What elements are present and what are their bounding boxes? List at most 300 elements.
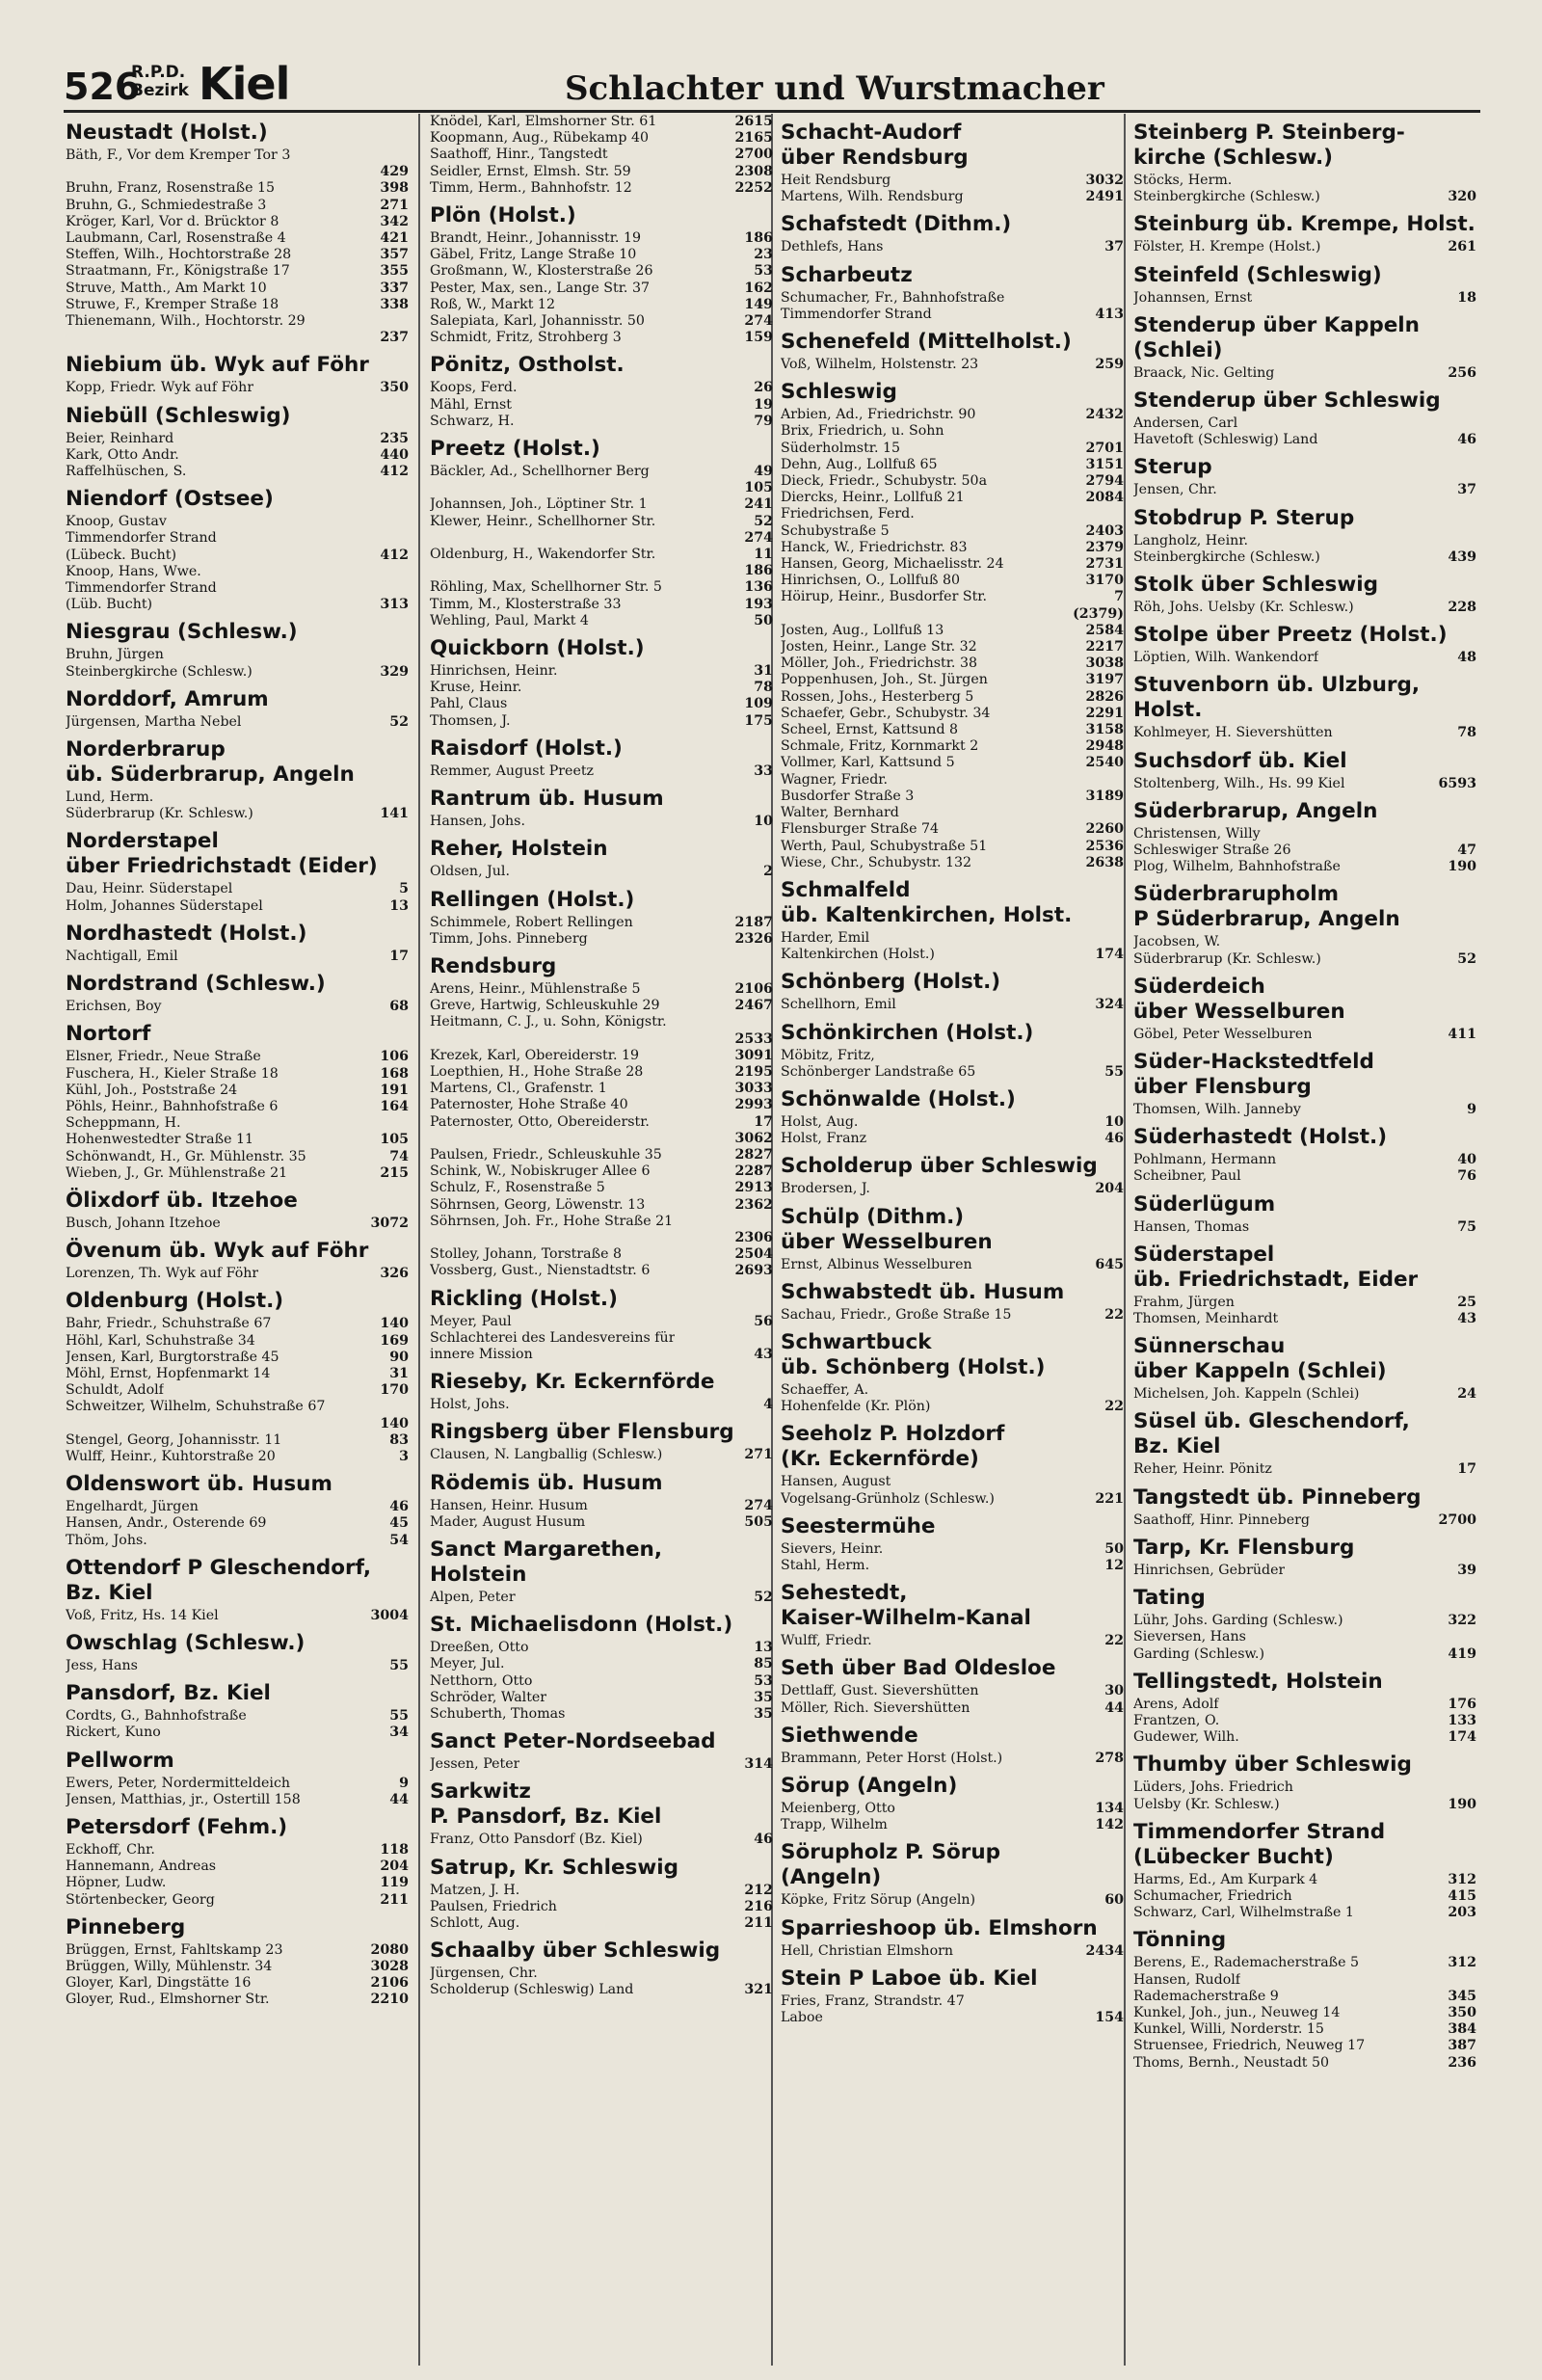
phone-number: 4 xyxy=(763,1397,773,1413)
listing-entry xyxy=(430,1064,773,1081)
listing-name: Scholderup (Schleswig) Land xyxy=(430,1982,634,1998)
listing-name: Paulsen, Friedrich xyxy=(430,1898,557,1914)
listing-name: innere Mission xyxy=(430,1346,533,1362)
phone-number: 278 xyxy=(1095,1750,1124,1766)
listing-name: Göbel, Peter Wesselburen xyxy=(1133,1026,1313,1042)
listing-entry xyxy=(66,1449,409,1465)
place-heading: Norddorf, Amrum xyxy=(66,686,269,711)
phone-number: 56 xyxy=(754,1313,773,1329)
listing-name: Frahm, Jürgen xyxy=(1133,1294,1235,1310)
listing-entry xyxy=(1133,951,1476,968)
listing-entry xyxy=(781,2010,1124,2026)
listing-entry xyxy=(66,1366,409,1382)
listing-entry xyxy=(66,230,409,247)
listing-name: Arens, Heinr., Mühlenstraße 5 xyxy=(430,980,641,997)
listing-entry xyxy=(1133,1563,1476,1579)
place-heading: Tarp, Kr. Flensburg xyxy=(1133,1535,1355,1560)
phone-number: 259 xyxy=(1095,357,1124,373)
listing-entry xyxy=(66,447,409,464)
listing-name: Holst, Johs. xyxy=(430,1397,510,1413)
listing-entry xyxy=(430,247,773,263)
phone-number: 53 xyxy=(754,263,773,280)
listing-name: Schmidt, Fritz, Strohberg 3 xyxy=(430,330,622,346)
listing-entry xyxy=(1133,1613,1476,1629)
place-heading: Niendorf (Ostsee) xyxy=(66,487,274,512)
phone-number: 9 xyxy=(399,1775,409,1791)
listing-entry xyxy=(430,164,773,180)
listing-entry xyxy=(781,1181,1124,1197)
phone-number: 2080 xyxy=(370,1941,409,1958)
place-heading: Rieseby, Kr. Eckernförde xyxy=(430,1370,715,1395)
listing-entry xyxy=(1133,2021,1476,2038)
listing-entry xyxy=(66,1066,409,1083)
place-heading: Rendsburg xyxy=(430,953,557,978)
phone-number: 312 xyxy=(1448,1955,1476,1971)
place-heading: Raisdorf (Holst.) xyxy=(430,735,623,761)
listing-entry xyxy=(66,1350,409,1366)
phone-number: 3028 xyxy=(370,1959,409,1974)
listing-entry xyxy=(781,490,1124,506)
phone-number: 46 xyxy=(389,1499,409,1515)
phone-number: 274 xyxy=(744,1497,773,1513)
listing-name: Holst, Franz xyxy=(781,1131,867,1147)
listing-name: Schaefer, Gebr., Schubystr. 34 xyxy=(781,705,991,721)
listing-entry xyxy=(781,1751,1124,1767)
place-heading: Petersdorf (Fehm.) xyxy=(66,1814,288,1839)
phone-number: 44 xyxy=(389,1791,409,1807)
listing-name: Mähl, Ernst xyxy=(430,396,512,413)
listing-name: Knoop, Hans, Wwe. xyxy=(66,563,201,579)
listing-entry xyxy=(66,1316,409,1332)
listing-name: Andersen, Carl xyxy=(1133,415,1238,432)
listing-entry xyxy=(430,1756,773,1773)
listing-name: Koopmann, Aug., Rübekamp 40 xyxy=(430,130,650,147)
phone-number: 22 xyxy=(1104,1399,1124,1415)
place-heading: Rellingen (Holst.) xyxy=(430,887,635,912)
listing-name: Heitmann, C. J., u. Sohn, Königstr. xyxy=(430,1014,667,1030)
phone-number: 211 xyxy=(744,1915,773,1932)
place-heading: Pellworm xyxy=(66,1748,174,1773)
listing-entry xyxy=(1133,1697,1476,1713)
listing-entry xyxy=(430,1246,773,1263)
phone-number: 6593 xyxy=(1438,775,1476,791)
listing-name: Schröder, Walter xyxy=(430,1689,547,1705)
listing-name: Hinrichsen, Heinr. xyxy=(430,663,558,680)
place-heading: Stolpe über Preetz (Holst.) xyxy=(1133,623,1448,648)
listing-entry xyxy=(66,198,409,214)
listing-name: Netthorn, Otto xyxy=(430,1672,533,1689)
place-heading: Schönberg (Holst.) xyxy=(781,970,1001,995)
place-heading: Seeholz P. Holzdorf (Kr. Eckernförde) xyxy=(781,1422,1005,1472)
phone-number: 186 xyxy=(744,563,773,579)
listing-name: Friedrichsen, Ferd. xyxy=(781,506,915,522)
listing-name: Schlott, Aug. xyxy=(430,1915,520,1932)
listing-entry xyxy=(66,597,409,613)
listing-name: Kühl, Joh., Poststraße 24 xyxy=(66,1082,238,1098)
phone-number: 24 xyxy=(1457,1386,1476,1403)
listing-name: Vogelsang-Grünholz (Schlesw.) xyxy=(781,1490,995,1507)
listing-entry xyxy=(66,530,409,547)
phone-number: 2826 xyxy=(1085,688,1124,705)
phone-number: 33 xyxy=(754,762,773,779)
listing-entry xyxy=(1133,1027,1476,1043)
listing-name: Engelhardt, Jürgen xyxy=(66,1499,199,1515)
listing-name: Meyer, Paul xyxy=(430,1313,512,1329)
listing-entry xyxy=(430,313,773,330)
listing-name: Struve, Matth., Am Markt 10 xyxy=(66,280,267,296)
listing-name: Meyer, Jul. xyxy=(430,1656,505,1672)
phone-number: 2106 xyxy=(734,980,773,997)
listing-entry xyxy=(781,1892,1124,1909)
place-heading: Schacht-Audorf über Rendsburg xyxy=(781,120,969,170)
listing-entry xyxy=(66,898,409,915)
phone-number: 141 xyxy=(380,806,409,822)
phone-number: 175 xyxy=(744,712,773,729)
place-heading: Tellingstedt, Holstein xyxy=(1133,1669,1383,1694)
listing-name: Johannsen, Joh., Löptiner Str. 1 xyxy=(430,496,648,513)
listing-entry xyxy=(430,263,773,280)
phone-number: 50 xyxy=(1104,1540,1124,1557)
phone-number: 9 xyxy=(1467,1102,1476,1118)
listing-entry xyxy=(430,563,773,579)
page-header xyxy=(64,58,1480,113)
listing-entry xyxy=(430,147,773,163)
listing-entry xyxy=(1133,1461,1476,1478)
listing-name: (Lübeck. Bucht) xyxy=(66,547,177,563)
listing-name: Matzen, J. H. xyxy=(430,1882,520,1898)
listing-name: Lund, Herm. xyxy=(66,789,154,806)
bezirk-label: Bezirk xyxy=(131,81,189,100)
phone-number: (2379) xyxy=(1073,605,1124,622)
listing-name: Krezek, Karl, Obereiderstr. 19 xyxy=(430,1047,640,1063)
listing-name: Poppenhusen, Joh., St. Jürgen xyxy=(781,672,988,688)
listing-entry xyxy=(1133,1311,1476,1327)
listing-entry xyxy=(66,1165,409,1182)
phone-number: 49 xyxy=(754,464,773,480)
listing-name: Koops, Ferd. xyxy=(430,380,518,396)
phone-number: 45 xyxy=(389,1515,409,1532)
place-heading: Scholderup über Schleswig xyxy=(781,1154,1098,1179)
listing-name: Thoms, Bernh., Neustadt 50 xyxy=(1133,2054,1330,2071)
phone-number: 241 xyxy=(744,496,773,513)
place-heading: Süderhastedt (Holst.) xyxy=(1133,1125,1388,1150)
listing-name: Paternoster, Otto, Obereiderstr. xyxy=(430,1113,650,1130)
phone-number: 324 xyxy=(1095,997,1124,1013)
column-3 xyxy=(781,114,1124,2366)
listing-entry xyxy=(1133,1888,1476,1905)
listing-entry xyxy=(1133,1512,1476,1529)
listing-entry xyxy=(1133,1386,1476,1403)
listing-name: Wagner, Friedr. xyxy=(781,771,889,788)
phone-number: 109 xyxy=(744,696,773,712)
place-heading: Süderstapel üb. Friedrichstadt, Eider xyxy=(1133,1242,1419,1292)
listing-entry xyxy=(430,297,773,313)
phone-number: 313 xyxy=(380,597,409,613)
phone-number: 421 xyxy=(380,230,409,247)
listing-name: Busch, Johann Itzehoe xyxy=(66,1215,221,1231)
listing-entry xyxy=(66,313,409,330)
phone-number: 2731 xyxy=(1085,556,1124,573)
listing-name: Braack, Nic. Gelting xyxy=(1133,364,1275,381)
place-heading: Satrup, Kr. Schleswig xyxy=(430,1855,678,1880)
phone-number: 236 xyxy=(1448,2054,1476,2071)
listing-entry xyxy=(430,1230,773,1246)
listing-entry xyxy=(66,714,409,731)
listing-name: Cordts, G., Bahnhofstraße xyxy=(66,1708,247,1725)
listing-name: Jensen, Chr. xyxy=(1133,482,1217,498)
place-heading: Tönning xyxy=(1133,1928,1227,1953)
listing-name: Martens, Wilh. Rendsburg xyxy=(781,189,964,205)
listing-name: Dau, Heinr. Süderstapel xyxy=(66,881,233,897)
listing-name: Pester, Max, sen., Lange Str. 37 xyxy=(430,280,650,296)
phone-number: 350 xyxy=(380,380,409,396)
place-heading: Nortorf xyxy=(66,1022,151,1047)
phone-number: 52 xyxy=(1457,950,1476,967)
listing-name: Brüggen, Willy, Mühlenstr. 34 xyxy=(66,1959,273,1974)
phone-number: 2260 xyxy=(1085,821,1124,838)
place-heading: Schenefeld (Mittelholst.) xyxy=(781,330,1072,355)
phone-number: 204 xyxy=(1095,1181,1124,1197)
rpd-label: R.P.D. xyxy=(131,63,186,82)
phone-number: 505 xyxy=(744,1513,773,1530)
phone-number: 2948 xyxy=(1085,738,1124,755)
phone-number: 645 xyxy=(1095,1256,1124,1272)
listing-name: Thomsen, J. xyxy=(430,712,511,729)
listing-name: Nachtigall, Emil xyxy=(66,948,178,964)
listing-name: Bruhn, G., Schmiedestraße 3 xyxy=(66,197,267,213)
phone-number: 2693 xyxy=(734,1263,773,1279)
listing-name: Möbitz, Fritz, xyxy=(781,1047,875,1063)
listing-entry xyxy=(781,855,1124,871)
listing-entry xyxy=(430,1180,773,1196)
phone-number: 78 xyxy=(754,680,773,696)
listing-name: Loepthien, H., Hohe Straße 28 xyxy=(430,1063,644,1080)
listing-name: Süderholmstr. 15 xyxy=(781,440,901,456)
listing-name: Schuberth, Thomas xyxy=(430,1706,566,1722)
listing-name: Holst, Aug. xyxy=(781,1113,859,1130)
place-heading: Quickborn (Holst.) xyxy=(430,636,645,661)
place-heading: Pönitz, Ostholst. xyxy=(430,353,625,378)
listing-entry xyxy=(781,506,1124,522)
listing-entry xyxy=(430,1081,773,1097)
listing-entry xyxy=(66,281,409,297)
listing-name: Brüggen, Ernst, Fahltskamp 23 xyxy=(66,1941,283,1958)
listing-entry xyxy=(66,789,409,806)
place-heading: Stuvenborn üb. Ulzburg, Holst. xyxy=(1133,673,1421,723)
listing-entry xyxy=(1133,173,1476,189)
listing-entry xyxy=(1133,1905,1476,1921)
listing-entry xyxy=(1133,826,1476,842)
listing-name: Sievers, Heinr. xyxy=(781,1540,884,1557)
place-heading: Thumby über Schleswig xyxy=(1133,1752,1412,1778)
listing-name: Kröger, Karl, Vor d. Brücktor 8 xyxy=(66,213,279,229)
phone-number: 2794 xyxy=(1085,473,1124,490)
phone-number: 169 xyxy=(380,1332,409,1349)
listing-entry xyxy=(66,999,409,1015)
listing-entry xyxy=(781,606,1124,623)
phone-number: 2187 xyxy=(734,914,773,930)
phone-number: 23 xyxy=(754,247,773,263)
phone-number: 17 xyxy=(1457,1461,1476,1478)
listing-name: Reher, Heinr. Pönitz xyxy=(1133,1461,1272,1478)
listing-entry xyxy=(430,1673,773,1690)
place-heading: Sterup xyxy=(1133,455,1212,480)
listing-name: Süderbrarup (Kr. Schlesw.) xyxy=(66,806,253,822)
phone-number: 52 xyxy=(754,1589,773,1605)
phone-number: 2913 xyxy=(734,1180,773,1196)
place-heading: Ölixdorf üb. Itzehoe xyxy=(66,1188,298,1213)
listing-name: Thomsen, Meinhardt xyxy=(1133,1311,1279,1327)
listing-name: Johannsen, Ernst xyxy=(1133,289,1253,306)
place-heading: Stobdrup P. Sterup xyxy=(1133,505,1355,530)
listing-entry xyxy=(1133,1152,1476,1168)
phone-number: 48 xyxy=(1457,650,1476,666)
listing-name: Dettlaff, Gust. Sievershütten xyxy=(781,1683,979,1699)
phone-number: 439 xyxy=(1448,548,1476,565)
column-divider xyxy=(418,114,420,2366)
listing-entry xyxy=(781,947,1124,963)
phone-number: 3 xyxy=(399,1448,409,1464)
listing-entry xyxy=(1133,1629,1476,1645)
listing-name: Seidler, Ernst, Elmsh. Str. 59 xyxy=(430,163,631,179)
phone-number: 190 xyxy=(1448,859,1476,875)
listing-entry xyxy=(430,480,773,496)
listing-name: Busdorfer Straße 3 xyxy=(781,788,915,804)
listing-entry xyxy=(1133,1102,1476,1118)
phone-number: 211 xyxy=(380,1891,409,1908)
listing-name: Eckhoff, Chr. xyxy=(66,1841,155,1858)
listing-name: Bäth, F., Vor dem Kremper Tor 3 xyxy=(66,147,291,163)
listing-entry xyxy=(66,380,409,396)
listing-name: Wiese, Chr., Schubystr. 132 xyxy=(781,854,972,870)
listing-entry xyxy=(781,540,1124,556)
place-heading: Norderstapel über Friedrichstadt (Eider) xyxy=(66,829,378,879)
phone-number: 13 xyxy=(389,897,409,914)
phone-number: 31 xyxy=(389,1365,409,1381)
listing-name: Gloyer, Rud., Elmshorner Str. xyxy=(66,1992,270,2008)
phone-number: 74 xyxy=(389,1148,409,1164)
place-heading: Rödemis üb. Husum xyxy=(430,1470,663,1495)
place-heading: Sarkwitz P. Pansdorf, Bz. Kiel xyxy=(430,1779,662,1830)
listing-entry xyxy=(66,464,409,480)
city-name: Kiel xyxy=(199,58,290,110)
phone-number: 320 xyxy=(1448,189,1476,205)
listing-name: Knoop, Gustav xyxy=(66,514,167,530)
listing-entry xyxy=(66,1399,409,1415)
phone-number: 170 xyxy=(380,1382,409,1399)
listing-name: Alpen, Peter xyxy=(430,1589,516,1605)
listing-entry xyxy=(430,547,773,563)
listing-name: Roß, W., Markt 12 xyxy=(430,296,555,312)
listing-name: Struwe, F., Kremper Straße 18 xyxy=(66,296,279,312)
listing-entry xyxy=(781,523,1124,540)
listing-entry xyxy=(430,1966,773,1982)
listing-entry xyxy=(430,597,773,613)
listing-entry xyxy=(66,1216,409,1232)
listing-entry xyxy=(66,1875,409,1891)
listing-name: Hinrichsen, O., Lollfuß 80 xyxy=(781,573,961,589)
listing-name: Höpner, Ludw. xyxy=(66,1875,167,1891)
listing-name: Pöhls, Heinr., Bahnhofstraße 6 xyxy=(66,1098,279,1114)
listing-name: Hansen, Thomas xyxy=(1133,1218,1250,1235)
listing-name: Schumacher, Friedrich xyxy=(1133,1887,1292,1904)
place-heading: Neustadt (Holst.) xyxy=(66,120,268,145)
listing-entry xyxy=(1133,533,1476,549)
listing-name: Pahl, Claus xyxy=(430,696,508,712)
listing-name: Schwarz, H. xyxy=(430,413,515,429)
listing-entry xyxy=(781,1700,1124,1717)
listing-entry xyxy=(781,755,1124,771)
phone-number: 50 xyxy=(754,612,773,628)
listing-name: Voß, Wilhelm, Holstenstr. 23 xyxy=(781,357,979,373)
listing-name: Jürgensen, Martha Nebel xyxy=(66,713,242,730)
phone-number: 193 xyxy=(744,596,773,612)
listing-entry xyxy=(781,805,1124,821)
phone-number: 412 xyxy=(380,547,409,563)
phone-number: 3033 xyxy=(734,1081,773,1097)
place-heading: Reher, Holstein xyxy=(430,837,608,862)
listing-entry xyxy=(430,1197,773,1214)
listing-entry xyxy=(430,1656,773,1672)
listing-entry xyxy=(1133,1797,1476,1813)
listing-entry xyxy=(781,1817,1124,1833)
place-heading: Nordhastedt (Holst.) xyxy=(66,921,307,946)
phone-number: 47 xyxy=(1457,842,1476,859)
phone-number: 46 xyxy=(1457,432,1476,448)
listing-name: Möller, Rich. Sievershütten xyxy=(781,1699,970,1716)
listing-entry xyxy=(430,1915,773,1932)
listing-entry xyxy=(430,763,773,780)
place-heading: Schönkirchen (Holst.) xyxy=(781,1020,1034,1045)
listing-entry xyxy=(1133,189,1476,205)
phone-number: 133 xyxy=(1448,1712,1476,1728)
listing-name: Fries, Franz, Strandstr. 47 xyxy=(781,1992,965,2009)
phone-number: 19 xyxy=(754,396,773,413)
listing-name: Diercks, Heinr., Lollfuß 21 xyxy=(781,490,965,506)
listing-entry xyxy=(430,1114,773,1131)
listing-name: Bruhn, Franz, Rosenstraße 15 xyxy=(66,180,276,197)
listing-entry xyxy=(430,1832,773,1848)
listing-entry xyxy=(1133,776,1476,792)
phone-number: 106 xyxy=(380,1049,409,1065)
phone-number: 429 xyxy=(380,164,409,180)
listing-name: Hansen, Andr., Osterende 69 xyxy=(66,1515,267,1532)
listing-entry xyxy=(1133,842,1476,859)
listing-name: Dehn, Aug., Lollfuß 65 xyxy=(781,456,938,472)
listing-name: Langholz, Heinr. xyxy=(1133,532,1248,548)
phone-number: 2379 xyxy=(1085,539,1124,555)
listing-name: Brammann, Peter Horst (Holst.) xyxy=(781,1750,1003,1766)
listing-name: Schmale, Fritz, Kornmarkt 2 xyxy=(781,738,979,755)
phone-number: 2434 xyxy=(1085,1942,1124,1959)
phone-number: 271 xyxy=(744,1447,773,1463)
listing-name: Struensee, Friedrich, Neuweg 17 xyxy=(1133,2038,1366,2054)
listing-name: Gudewer, Wilh. xyxy=(1133,1729,1239,1746)
place-heading: Seth über Bad Oldesloe xyxy=(781,1656,1056,1681)
listing-entry xyxy=(66,1859,409,1875)
listing-entry xyxy=(430,1330,773,1347)
listing-name: Ewers, Peter, Nordermitteldeich xyxy=(66,1775,291,1791)
phone-number: 221 xyxy=(1095,1490,1124,1507)
phone-number: 176 xyxy=(1448,1696,1476,1712)
listing-entry xyxy=(1133,1779,1476,1796)
listing-name: Hansen, Rudolf xyxy=(1133,1971,1241,1988)
listing-entry xyxy=(781,1993,1124,2010)
place-heading: Timmendorfer Strand (Lübecker Bucht) xyxy=(1133,1819,1386,1869)
place-heading: Rickling (Holst.) xyxy=(430,1286,618,1311)
listing-name: Pohlmann, Hermann xyxy=(1133,1152,1277,1168)
listing-entry xyxy=(430,414,773,430)
